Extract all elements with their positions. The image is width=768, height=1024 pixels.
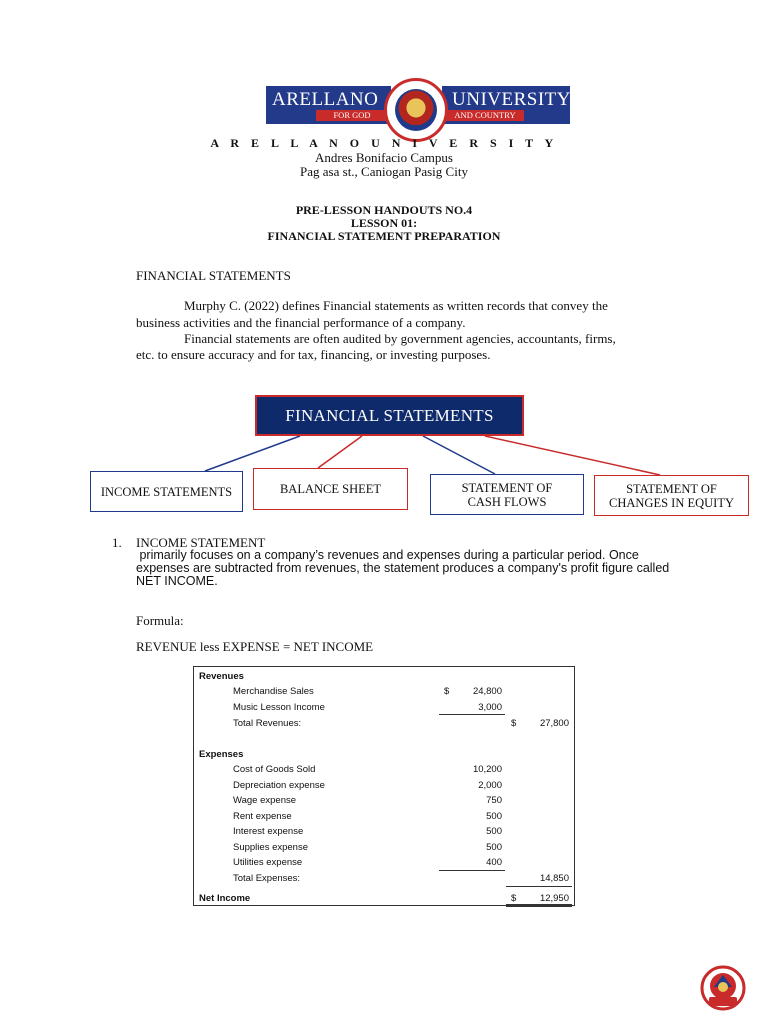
- diagram-changes-in-equity-box: STATEMENT OF CHANGES IN EQUITY: [594, 475, 749, 516]
- formula-label: Formula:: [136, 613, 184, 628]
- expenses-heading: Expenses: [199, 749, 244, 760]
- table-row: [194, 810, 574, 823]
- connector-balance: [318, 436, 362, 468]
- row-dollar: $: [444, 686, 450, 697]
- diagram-income-statements-box: INCOME STATEMENTS: [90, 471, 243, 512]
- row-label: Total Revenues:: [233, 718, 302, 729]
- campus-name: Andres Bonifacio Campus: [315, 150, 453, 165]
- row-label: Net Income: [199, 893, 251, 904]
- subtotal-underline: [439, 714, 505, 715]
- income-statement-table: [193, 666, 575, 906]
- university-name: A R E L L A N O U N I V E R S I T Y: [210, 136, 558, 150]
- row-amount: 3,000: [478, 702, 502, 713]
- lesson-title: FINANCIAL STATEMENT PREPARATION: [267, 229, 501, 243]
- campus-address: Pag asa st., Caniogan Pasig City: [300, 164, 468, 179]
- row-dollar: $: [511, 718, 517, 729]
- row-amount: 12,950: [539, 893, 569, 904]
- diagram-balance-sheet-box: BALANCE SHEET: [253, 468, 408, 510]
- connector-cash: [423, 436, 495, 474]
- row-amount: 10,200: [472, 764, 502, 775]
- row-amount: 2,000: [478, 780, 502, 791]
- row-amount: 400: [486, 857, 502, 868]
- row-amount: 500: [486, 842, 502, 853]
- row-label: Rent expense: [233, 811, 292, 822]
- banner-right-word: UNIVERSITY: [452, 89, 571, 110]
- row-label: Depreciation expense: [233, 780, 325, 791]
- row-dollar: $: [511, 893, 517, 904]
- total-revenues-row: [194, 717, 574, 730]
- banner-right-motto: AND COUNTRY: [446, 110, 524, 121]
- banner-left-motto: FOR GOD: [316, 110, 388, 121]
- table-row: [194, 841, 574, 854]
- income-desc-line3: NET INCOME.: [136, 574, 218, 588]
- row-amount: 14,850: [539, 873, 569, 884]
- table-row: [194, 685, 574, 698]
- row-amount: 500: [486, 826, 502, 837]
- banner-left-word: ARELLANO: [272, 89, 379, 110]
- table-row: [194, 779, 574, 792]
- income-statement-heading: INCOME STATEMENT: [136, 535, 266, 550]
- intro-paragraph-1b: business activities and the financial performance of a company.: [136, 315, 466, 330]
- row-amount: 750: [486, 795, 502, 806]
- row-label: Merchandise Sales: [233, 686, 314, 697]
- diagram-root-box: FINANCIAL STATEMENTS: [255, 395, 524, 436]
- section-heading: FINANCIAL STATEMENTS: [136, 268, 291, 283]
- section-number: 1.: [112, 535, 122, 550]
- expenses-underline: [439, 870, 505, 871]
- table-row: [194, 794, 574, 807]
- connector-income: [205, 436, 300, 471]
- row-label: Music Lesson Income: [233, 702, 325, 713]
- total-expenses-underline: [506, 886, 572, 887]
- chiefs-logo-icon: [700, 965, 746, 1011]
- row-label: Supplies expense: [233, 842, 308, 853]
- row-amount: 500: [486, 811, 502, 822]
- intro-paragraph-1a: Murphy C. (2022) defines Financial statements as written records that convey the: [184, 298, 608, 313]
- table-row: [194, 763, 574, 776]
- row-label: Utilities expense: [233, 857, 303, 868]
- connector-equity: [485, 436, 660, 475]
- row-amount: 24,800: [472, 686, 502, 697]
- table-row: [194, 825, 574, 838]
- row-label: Cost of Goods Sold: [233, 764, 316, 775]
- intro-paragraph-2b: etc. to ensure accuracy and for tax, financing, or investing purposes.: [136, 347, 491, 362]
- expenses-heading-row: [194, 748, 574, 761]
- lesson-number: LESSON 01:: [350, 216, 418, 230]
- income-desc-line2: expenses are subtracted from revenues, the statement produces a company's profit figure called: [136, 561, 670, 575]
- table-row: [194, 856, 574, 869]
- income-desc-line1: primarily focuses on a company’s revenues and expenses during a particular period. Once: [136, 548, 639, 562]
- row-amount: 27,800: [539, 718, 569, 729]
- total-expenses-row: [194, 872, 574, 885]
- intro-paragraph-2a: Financial statements are often audited by government agencies, accountants, firms,: [184, 331, 616, 346]
- handout-title: PRE-LESSON HANDOUTS NO.4: [295, 203, 473, 217]
- row-label: Wage expense: [233, 795, 297, 806]
- revenues-heading-row: [194, 670, 574, 683]
- formula-text: REVENUE less EXPENSE = NET INCOME: [136, 639, 374, 654]
- net-income-double-underline: [506, 904, 572, 907]
- row-label: Total Expenses:: [233, 873, 301, 884]
- diagram-cash-flows-box: STATEMENT OF CASH FLOWS: [430, 474, 584, 515]
- row-label: Interest expense: [233, 826, 304, 837]
- table-row: [194, 701, 574, 714]
- revenues-heading: Revenues: [199, 671, 244, 682]
